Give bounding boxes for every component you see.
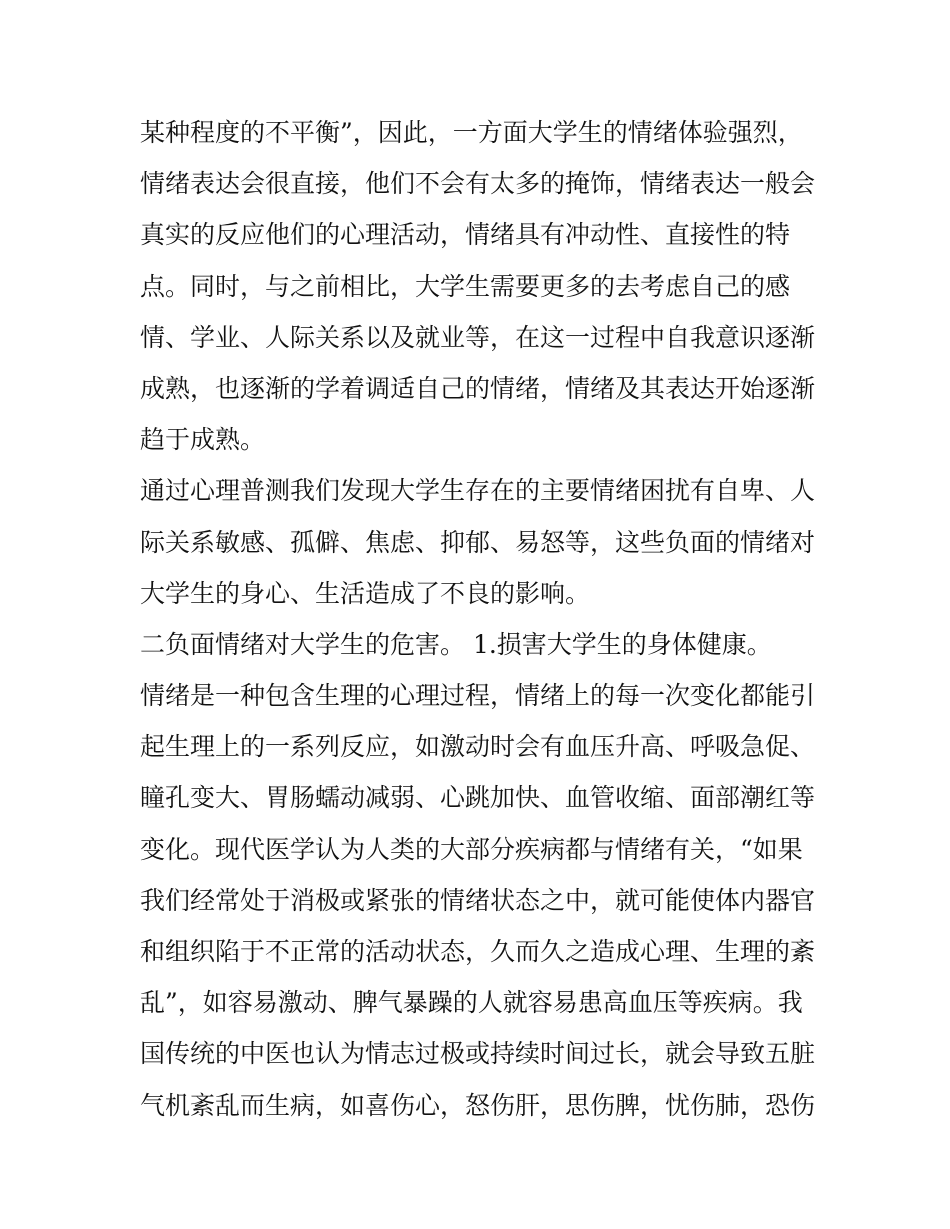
text-line: 成熟，也逐渐的学着调适自己的情绪，情绪及其表达开始逐渐	[140, 373, 816, 403]
text-line: 通过心理普测我们发现大学生存在的主要情绪困扰有自卑、人	[140, 476, 816, 506]
text-line: 真实的反应他们的心理活动，情绪具有冲动性、直接性的特	[140, 220, 791, 250]
text-line: 点。同时，与之前相比，大学生需要更多的去考虑自己的感	[140, 271, 791, 301]
text-line: 二负面情绪对大学生的危害。 1.损害大学生的身体健康。	[140, 629, 772, 659]
text-line: 我们经常处于消极或紧张的情绪状态之中，就可能使体内器官	[140, 885, 816, 915]
text-line: 变化。现代医学认为人类的大部分疾病都与情绪有关，“如果	[140, 834, 803, 864]
text-line: 情绪表达会很直接，他们不会有太多的掩饰，情绪表达一般会	[140, 169, 816, 199]
text-line: 起生理上的一系列反应，如激动时会有血压升高、呼吸急促、	[140, 732, 816, 762]
text-line: 际关系敏感、孤僻、焦虑、抑郁、易怒等，这些负面的情绪对	[140, 527, 816, 557]
text-line: 情绪是一种包含生理的心理过程，情绪上的每一次变化都能引	[140, 681, 816, 711]
text-line: 国传统的中医也认为情志过极或持续时间过长，就会导致五脏	[140, 1039, 816, 1069]
body-text	[140, 107, 820, 1131]
text-line: 气机紊乱而生病，如喜伤心，怒伤肝，思伤脾，忧伤肺，恐伤	[140, 1090, 816, 1120]
text-line: 趋于成熟。	[140, 425, 266, 455]
text-line: 和组织陷于不正常的活动状态，久而久之造成心理、生理的紊	[140, 937, 816, 966]
text-line: 大学生的身心、生活造成了不良的影响。	[140, 578, 591, 608]
text-line: 乱”，如容易激动、脾气暴躁的人就容易患高血压等疾病。我	[140, 988, 803, 1018]
text-line: 某种程度的不平衡”，因此，一方面大学生的情绪体验强烈，	[140, 118, 803, 147]
text-line: 情、学业、人际关系以及就业等，在这一过程中自我意识逐渐	[140, 322, 816, 352]
text-line: 瞳孔变大、胃肠蠕动减弱、心跳加快、血管收缩、面部潮红等	[140, 783, 816, 813]
